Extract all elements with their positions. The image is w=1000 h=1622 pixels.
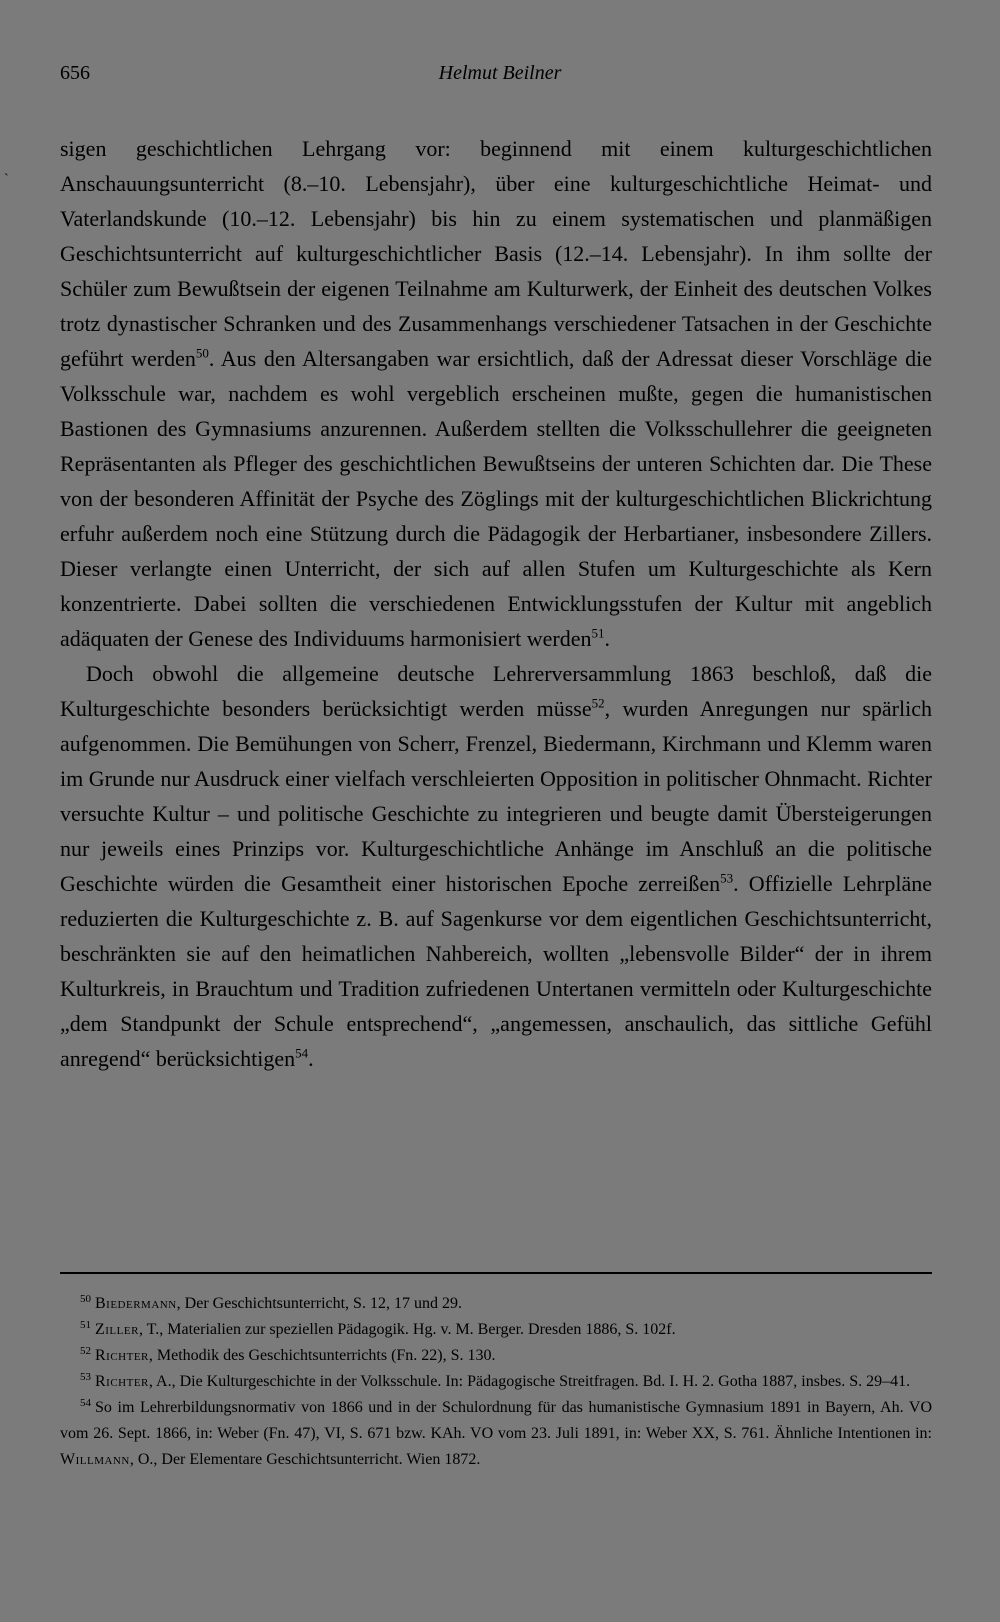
footnote-51 xyxy=(60,1317,932,1343)
paragraph-1 xyxy=(60,131,932,656)
paragraph-text: Doch obwohl die allgemeine deutsche Lehrerversammlung 1863 beschloß, daß die Kulturgeschichte besonders berücksichtigt werden müsse xyxy=(60,661,932,721)
paragraph-text: , wurden Anregungen nur spärlich aufgenommen. Die Bemühungen von Scherr, Frenzel, Biedermann, Kirchmann und Klemm waren im Grunde nur Ausdruck einer vielfach verschleierten Opposition in politischer Ohnmacht. Richter versuchte Kultur – und politische Geschichte zu integrieren und beugte damit Übersteigerungen nur jeweils eines Prinzips vor. Kulturgeschichtliche Anhänge im Anschluß an die politische Geschichte würden die Gesamtheit einer historischen Epoche zerreißen xyxy=(60,696,932,896)
running-head-author: Helmut Beilner xyxy=(438,62,562,84)
footnote-ref-50[interactable]: 50 xyxy=(195,345,209,361)
footnote-text: So im Lehrerbildungsnormativ von 1866 und in der Schulordnung für das humanistische Gymnasium 1891 in Bayern, Ah. VO vom 26. Sept. 1866, in: Weber (Fn. 47), VI, S. 671 bzw. KAh. VO vom 23. Juli 1891, in: Weber XX, S. 761. Ähnliche Intentionen in: xyxy=(60,1399,932,1442)
page-number: 656 xyxy=(60,62,90,84)
paragraph-text: . Offizielle Lehrpläne reduzierten die Kulturgeschichte z. B. auf Sagenkurse vor dem eigentlichen Geschichtsunterricht, beschränkten sie auf den heimatlichen Nahbereich, wollten „lebensvolle Bilder“ der in ihrem Kulturkreis, in Brauchtum und Tradition zufriedenen Untertanen vermitteln oder Kulturgeschichte „dem Standpunkt der Schule entsprechend“, „angemessen, anschaulich, das sittliche Gefühl anregend“ berücksichtigen xyxy=(60,871,933,1071)
footnote-author: Richter xyxy=(95,1347,149,1364)
running-head xyxy=(60,62,940,92)
footnote-52 xyxy=(60,1343,932,1369)
footnote-53 xyxy=(60,1369,932,1395)
footnote-54 xyxy=(60,1395,932,1473)
footnote-number: 53 xyxy=(80,1370,91,1383)
footnote-number: 54 xyxy=(80,1396,91,1409)
footnote-author: Willmann xyxy=(60,1451,130,1468)
footnotes xyxy=(60,1291,932,1473)
footnote-50 xyxy=(60,1291,932,1317)
footnote-number: 52 xyxy=(80,1344,91,1357)
body-text xyxy=(60,131,932,1076)
stray-mark: ` xyxy=(4,172,9,187)
footnote-text: , Der Geschichtsunterricht, S. 12, 17 und 29. xyxy=(176,1295,462,1312)
footnote-text: , O., Der Elementare Geschichtsunterricht. Wien 1872. xyxy=(129,1451,481,1468)
footnote-author: Biedermann xyxy=(95,1295,177,1312)
footnote-divider xyxy=(60,1272,932,1274)
footnote-ref-53[interactable]: 53 xyxy=(720,870,734,886)
footnote-text: , T., Materialien zur speziellen Pädagogik. Hg. v. M. Berger. Dresden 1886, S. 102f. xyxy=(138,1321,676,1338)
footnote-ref-52[interactable]: 52 xyxy=(591,695,605,711)
paragraph-text: sigen geschichtlichen Lehrgang vor: beginnend mit einem kulturgeschichtlichen Anschauungsunterricht (8.–10. Lebensjahr), über eine kulturgeschichtliche Heimat- und Vaterlandskunde (10.–12. Lebensjahr) bis hin zu einem systematischen und planmäßigen Geschichtsunterricht auf kulturgeschichtlicher Basis (12.–14. Lebensjahr). In ihm sollte der Schüler zum Bewußtsein der eigenen Teilnahme am Kulturwerk, der Einheit des deutschen Volkes trotz dynastischer Schranken und des Zusammenhangs verschiedener Tatsachen in der Geschichte geführt werden xyxy=(60,136,932,371)
footnote-text: , Methodik des Geschichtsunterrichts (Fn. 22), S. 130. xyxy=(148,1347,496,1364)
paragraph-2 xyxy=(60,656,932,1076)
footnote-number: 51 xyxy=(80,1318,91,1331)
footnote-ref-54[interactable]: 54 xyxy=(295,1045,309,1061)
paragraph-text: . Aus den Altersangaben war ersichtlich, daß der Adressat dieser Vorschläge die Volksschule war, nachdem es wohl vergeblich erscheinen mußte, gegen die humanistischen Bastionen des Gymnasiums anzurennen. Außerdem stellten die Volksschullehrer die geeigneten Repräsentanten als Pfleger des geschichtlichen Bewußtseins der unteren Schichten dar. Die These von der besonderen Affinität der Psyche des Zöglings mit der kulturgeschichtlichen Blickrichtung erfuhr außerdem noch eine Stützung durch die Pädagogik der Herbartianer, insbesondere Zillers. Dieser verlangte einen Unterricht, der sich auf allen Stufen um Kulturgeschichte als Kern konzentrierte. Dabei sollten die verschiedenen Entwicklungsstufen der Kultur mit angeblich adäquaten der Genese des Individuums harmonisiert werden xyxy=(60,346,932,651)
footnote-author: Richter xyxy=(95,1373,149,1390)
footnote-number: 50 xyxy=(80,1292,91,1305)
footnote-ref-51[interactable]: 51 xyxy=(591,625,605,641)
footnote-author: Ziller xyxy=(95,1321,139,1338)
footnote-text: , A., Die Kulturgeschichte in der Volksschule. In: Pädagogische Streitfragen. Bd. I. H. 2. Gotha 1887, insbes. S. 29–41. xyxy=(148,1373,911,1390)
paragraph-text: . xyxy=(308,1046,314,1071)
paragraph-text: . xyxy=(604,626,610,651)
